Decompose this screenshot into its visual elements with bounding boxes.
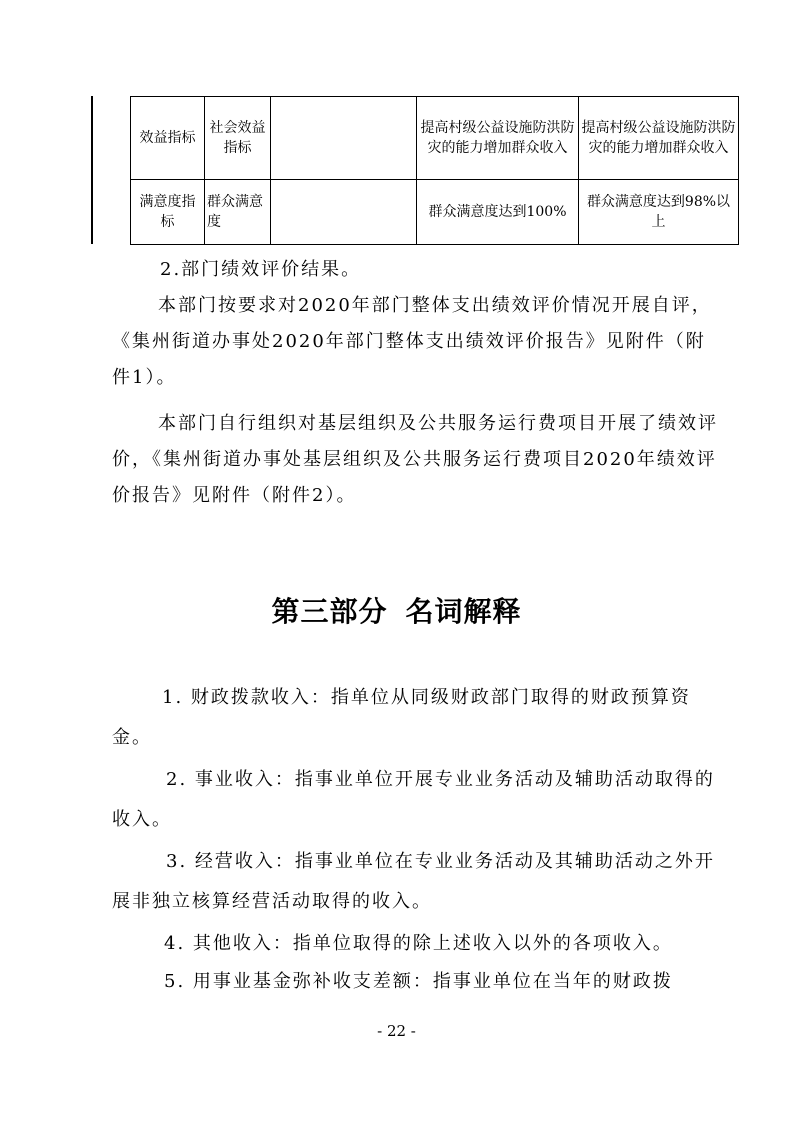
performance-table bbox=[130, 96, 739, 245]
part-title-number: 第三部分 bbox=[271, 595, 388, 628]
part-title bbox=[0, 590, 793, 630]
definition-term: 2. 事业收入： bbox=[166, 769, 295, 790]
definition-item bbox=[112, 760, 720, 840]
definition-term: 3. 经营收入： bbox=[166, 851, 295, 872]
table-cell: 满意度指标 bbox=[131, 180, 205, 245]
table-cell: 群众满意度达到98%以上 bbox=[579, 180, 739, 245]
margin-rule bbox=[91, 96, 93, 244]
table-cell: 群众满意度 bbox=[205, 180, 271, 245]
page-number: - 22 - bbox=[377, 1022, 416, 1040]
definition-item bbox=[112, 678, 720, 758]
definition-item bbox=[112, 842, 720, 922]
paragraph: 本部门自行组织对基层组织及公共服务运行费项目开展了绩效评价，《集州街道办事处基层组织及公共服务运行费项目2020年绩效评价报告》见附件（附件2）。 bbox=[112, 413, 718, 506]
table-cell: 社会效益指标 bbox=[205, 97, 271, 180]
table-row bbox=[131, 97, 739, 180]
section-heading: 2.部门绩效评价结果。 bbox=[160, 259, 362, 280]
definition-text: 指单位从同级财政部门取得的财政预算资金。 bbox=[112, 687, 691, 748]
definition-term: 4. 其他收入： bbox=[164, 933, 293, 954]
table-cell: 提高村级公益设施防洪防灾的能力增加群众收入 bbox=[417, 97, 579, 180]
table-cell: 提高村级公益设施防洪防灾的能力增加群众收入 bbox=[579, 97, 739, 180]
table-cell: 效益指标 bbox=[131, 97, 205, 180]
part-title-text: 名词解释 bbox=[405, 595, 522, 628]
definition-term: 5. 用事业基金弥补收支差额： bbox=[164, 971, 433, 992]
definition-text: 指事业单位开展专业业务活动及辅助活动取得的收入。 bbox=[112, 769, 715, 830]
definition-text: 指事业单位在当年的财政拨 bbox=[432, 971, 673, 992]
table-cell: 群众满意度达到100% bbox=[417, 180, 579, 245]
definition-item bbox=[112, 924, 720, 964]
definition-text: 指事业单位在专业业务活动及其辅助活动之外开展非独立核算经营活动取得的收入。 bbox=[112, 851, 715, 912]
definition-item bbox=[112, 962, 720, 1002]
definition-term: 1. 财政拨款收入： bbox=[162, 687, 331, 708]
table-cell bbox=[271, 180, 417, 245]
definition-text: 指单位取得的除上述收入以外的各项收入。 bbox=[292, 933, 673, 954]
table-row bbox=[131, 180, 739, 245]
paragraph: 本部门按要求对2020年部门整体支出绩效评价情况开展自评，《集州街道办事处2020年部门整体支出绩效评价报告》见附件（附件1）。 bbox=[112, 295, 712, 388]
table-cell bbox=[271, 97, 417, 180]
